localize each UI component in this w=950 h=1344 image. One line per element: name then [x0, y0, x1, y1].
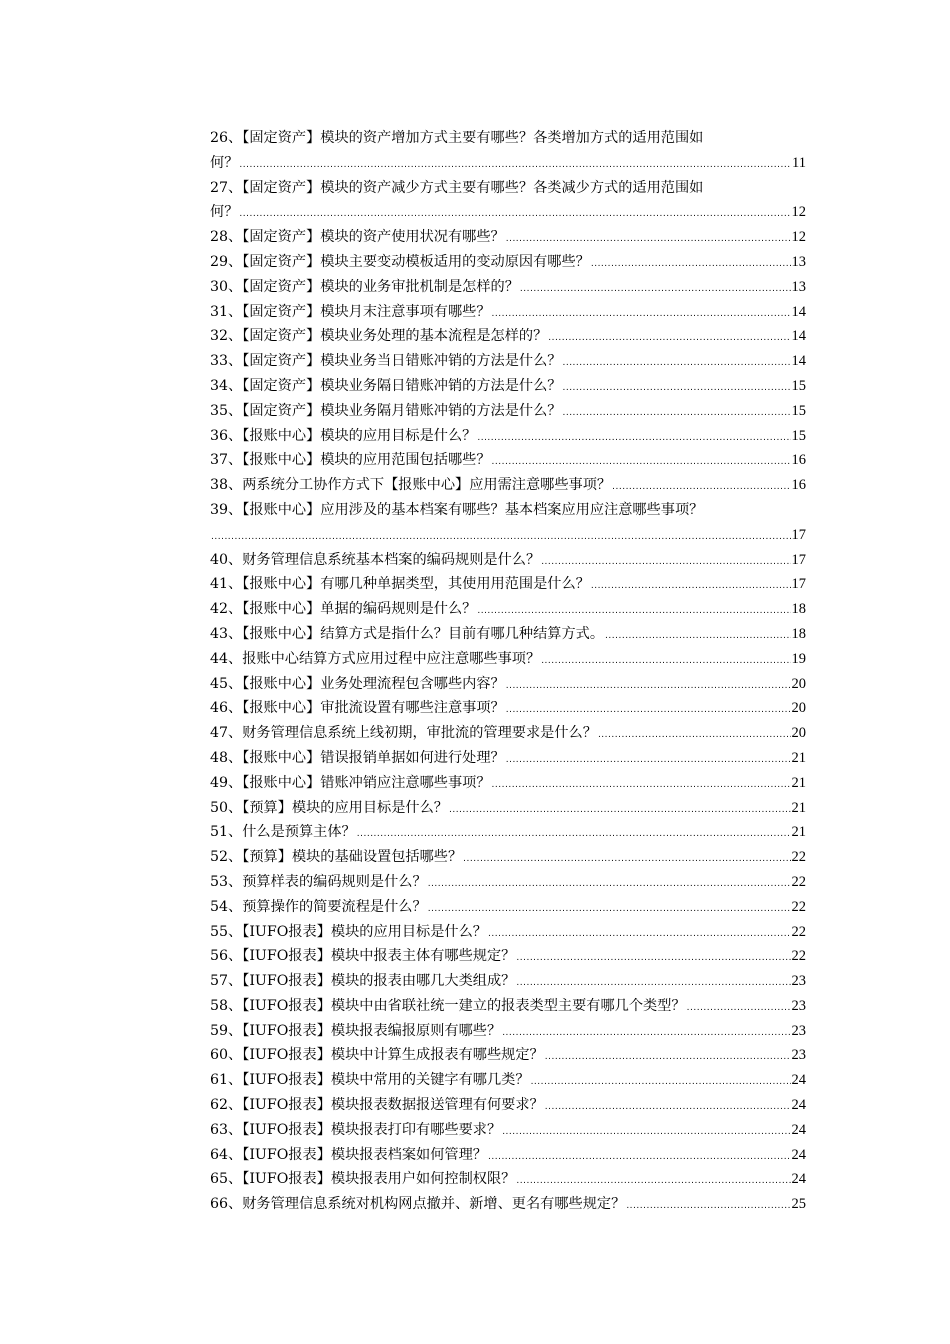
toc-entry-title: 62、【IUFO报表】模块报表数据报送管理有何要求？	[210, 1097, 544, 1114]
toc-entry[interactable]	[210, 870, 806, 895]
page-number: 12	[791, 204, 806, 221]
toc-line	[210, 796, 806, 821]
dot-leader	[562, 401, 790, 426]
page-number: 15	[791, 402, 806, 419]
toc-entry[interactable]	[210, 696, 806, 721]
page-number: 12	[791, 229, 806, 246]
toc-entry[interactable]	[210, 424, 806, 449]
toc-entry-title: 何？	[210, 204, 239, 221]
dot-leader	[687, 996, 791, 1021]
dot-leader	[531, 1070, 791, 1095]
toc-line	[210, 300, 806, 325]
toc-line	[210, 920, 806, 945]
page-number: 16	[791, 452, 806, 469]
toc-entry[interactable]	[210, 1019, 806, 1044]
toc-entry-title: 47、财务管理信息系统上线初期，审批流的管理要求是什么？	[210, 725, 597, 742]
dot-leader	[562, 376, 790, 401]
toc-entry-title: 36、【报账中心】模块的应用目标是什么？	[210, 427, 477, 444]
page-number: 14	[791, 353, 806, 370]
toc-line	[210, 1043, 806, 1068]
toc-line	[210, 374, 806, 399]
toc-entry-title: 63、【IUFO报表】模块报表打印有哪些要求？	[210, 1121, 502, 1138]
dot-leader	[428, 872, 791, 897]
dot-leader	[502, 1021, 790, 1046]
dot-leader	[492, 773, 791, 798]
toc-line	[210, 250, 806, 275]
page-number: 20	[791, 675, 806, 692]
toc-entry-title: 34、【固定资产】模块业务隔日错账冲销的方法是什么？	[210, 377, 562, 394]
toc-entry-title: 29、【固定资产】模块主要变动模板适用的变动原因有哪些？	[210, 253, 590, 270]
toc-entry[interactable]	[210, 597, 806, 622]
page-number: 21	[791, 774, 806, 791]
toc-entry-title: 27、【固定资产】模块的资产减少方式主要有哪些？各类减少方式的适用范围如	[210, 179, 704, 196]
toc-line	[210, 771, 806, 796]
toc-entry[interactable]	[210, 250, 806, 275]
page-number: 14	[791, 303, 806, 320]
dot-leader	[477, 599, 790, 624]
toc-entry-title: 26、【固定资产】模块的资产增加方式主要有哪些？各类增加方式的适用范围如	[210, 130, 704, 146]
toc-entry-title: 54、预算操作的简要流程是什么？	[210, 898, 427, 915]
toc-entry-title: 43、【报账中心】结算方式是指什么？目前有哪几种结算方式。	[210, 625, 605, 642]
toc-line	[210, 1019, 806, 1044]
toc-line	[210, 200, 806, 225]
toc-entry-title: 33、【固定资产】模块业务当日错账冲销的方法是什么？	[210, 353, 562, 370]
dot-leader	[591, 252, 791, 277]
page-number: 25	[791, 1196, 806, 1213]
page-number: 23	[791, 997, 806, 1014]
page-number: 11	[792, 154, 806, 171]
toc-line	[210, 721, 806, 746]
toc-entry[interactable]	[210, 944, 806, 969]
dot-leader	[449, 798, 791, 823]
page-number: 20	[791, 700, 806, 717]
dot-leader	[502, 1120, 790, 1145]
page-number: 21	[791, 749, 806, 766]
toc-entry[interactable]	[210, 448, 806, 473]
page-number: 17	[791, 526, 806, 543]
dot-leader	[488, 922, 791, 947]
toc-line	[210, 1068, 806, 1093]
toc-entry[interactable]	[210, 820, 806, 845]
toc-entry-title: 51、什么是预算主体？	[210, 824, 356, 841]
toc-entry[interactable]	[210, 622, 806, 647]
toc-line	[210, 969, 806, 994]
toc-line	[210, 448, 806, 473]
dot-leader	[545, 1045, 791, 1070]
page-number: 20	[791, 725, 806, 742]
page-number: 14	[791, 328, 806, 345]
toc-line	[210, 746, 806, 771]
toc-entry[interactable]	[210, 1143, 806, 1168]
toc-line	[210, 349, 806, 374]
dot-leader	[239, 202, 790, 227]
toc-line	[210, 1143, 806, 1168]
page-number: 22	[791, 948, 806, 965]
toc-entry-title: 何？	[210, 154, 239, 171]
toc-entry-title: 55、【IUFO报表】模块的应用目标是什么？	[210, 923, 487, 940]
toc-entry[interactable]	[210, 473, 806, 498]
page-number: 22	[791, 849, 806, 866]
dot-leader	[545, 1095, 791, 1120]
toc-line	[210, 944, 806, 969]
toc-entry[interactable]	[210, 349, 806, 374]
dot-leader	[562, 351, 790, 376]
toc-entry-title: 53、预算样表的编码规则是什么？	[210, 873, 427, 890]
page-number: 22	[791, 898, 806, 915]
toc-entry-title: 35、【固定资产】模块业务隔月错账冲销的方法是什么？	[210, 402, 562, 419]
toc-entry-title: 45、【报账中心】业务处理流程包含哪些内容？	[210, 675, 505, 692]
toc-entry-title: 50、【预算】模块的应用目标是什么？	[210, 799, 448, 816]
dot-leader	[492, 302, 791, 327]
toc-line	[210, 548, 806, 573]
toc-entry-title: 42、【报账中心】单据的编码规则是什么？	[210, 601, 477, 618]
page-number: 16	[791, 477, 806, 494]
dot-leader	[477, 426, 790, 451]
toc-entry-title: 31、【固定资产】模块月末注意事项有哪些？	[210, 303, 491, 320]
dot-leader	[488, 1145, 791, 1170]
toc-entry-title: 32、【固定资产】模块业务处理的基本流程是怎样的？	[210, 328, 548, 345]
dot-leader	[492, 450, 791, 475]
toc-entry-title: 40、财务管理信息系统基本档案的编码规则是什么？	[210, 551, 541, 568]
toc-line	[210, 572, 806, 597]
toc-entry[interactable]	[210, 994, 806, 1019]
dot-leader	[506, 227, 791, 252]
page-number: 21	[791, 799, 806, 816]
toc-line	[210, 1192, 806, 1217]
dot-leader	[463, 847, 790, 872]
toc-entry[interactable]	[210, 920, 806, 945]
toc-entry-title: 38、两系统分工协作方式下【报账中心】应用需注意哪些事项？	[210, 477, 612, 494]
toc-line	[210, 1167, 806, 1192]
dot-leader	[541, 550, 790, 575]
toc-entry-title: 39、【报账中心】应用涉及的基本档案有哪些？基本档案应用应注意哪些事项？	[210, 501, 704, 518]
toc-entry-title: 46、【报账中心】审批流设置有哪些注意事项？	[210, 700, 505, 717]
dot-leader	[612, 475, 790, 500]
toc-entry[interactable]	[210, 399, 806, 424]
toc-line	[210, 845, 806, 870]
toc-line	[210, 1093, 806, 1118]
page-number: 13	[791, 278, 806, 295]
toc-entry-title: 60、【IUFO报表】模块中计算生成报表有哪些规定？	[210, 1047, 544, 1064]
toc-entry[interactable]	[210, 647, 806, 672]
page-number: 17	[791, 576, 806, 593]
toc-entry[interactable]	[210, 300, 806, 325]
toc-line	[210, 225, 806, 250]
page-number: 22	[791, 923, 806, 940]
toc-entry-title: 28、【固定资产】模块的资产使用状况有哪些？	[210, 229, 505, 246]
dot-leader	[428, 897, 791, 922]
toc-entry-title: 66、财务管理信息系统对机构网点撤并、新增、更名有哪些规定？	[210, 1196, 626, 1213]
toc-line	[210, 324, 806, 349]
toc-line	[210, 696, 806, 721]
toc-entry[interactable]	[210, 672, 806, 697]
dot-leader	[516, 946, 790, 971]
dot-leader	[548, 326, 790, 351]
toc-line	[210, 473, 806, 498]
dot-leader	[598, 723, 791, 748]
toc-entry[interactable]	[210, 498, 806, 548]
toc-entry-title: 56、【IUFO报表】模块中报表主体有哪些规定？	[210, 948, 516, 965]
toc-entry-title: 57、【IUFO报表】模块的报表由哪几大类组成？	[210, 973, 516, 990]
page-number: 23	[791, 1022, 806, 1039]
page-number: 21	[791, 824, 806, 841]
toc-line	[210, 1118, 806, 1143]
toc-line	[210, 820, 806, 845]
dot-leader	[541, 649, 790, 674]
toc-entry[interactable]	[210, 845, 806, 870]
page-number: 15	[791, 377, 806, 394]
page-number: 13	[791, 253, 806, 270]
table-of-contents	[210, 126, 806, 1217]
dot-leader	[591, 574, 791, 599]
toc-entry-title: 44、报账中心结算方式应用过程中应注意哪些事项？	[210, 650, 541, 667]
toc-entry-title: 59、【IUFO报表】模块报表编报原则有哪些？	[210, 1022, 502, 1039]
toc-entry-title: 30、【固定资产】模块的业务审批机制是怎样的？	[210, 278, 519, 295]
page-number: 23	[791, 973, 806, 990]
page-number: 24	[791, 1146, 806, 1163]
dot-leader	[520, 277, 791, 302]
page-number: 15	[791, 427, 806, 444]
dot-leader	[516, 1169, 790, 1194]
toc-entry[interactable]	[210, 126, 806, 176]
toc-line	[210, 523, 806, 548]
toc-line	[210, 151, 806, 176]
dot-leader	[357, 822, 791, 847]
toc-entry[interactable]	[210, 572, 806, 597]
page-number: 24	[791, 1121, 806, 1138]
page-number: 23	[791, 1047, 806, 1064]
toc-entry[interactable]	[210, 1192, 806, 1217]
page-number: 24	[791, 1072, 806, 1089]
toc-entry[interactable]	[210, 796, 806, 821]
toc-entry-title: 65、【IUFO报表】模块报表用户如何控制权限？	[210, 1171, 516, 1188]
toc-line	[210, 672, 806, 697]
toc-line	[210, 399, 806, 424]
toc-entry[interactable]	[210, 1093, 806, 1118]
toc-entry-title: 64、【IUFO报表】模块报表档案如何管理？	[210, 1146, 487, 1163]
page-number: 24	[791, 1171, 806, 1188]
dot-leader	[211, 525, 791, 550]
toc-entry-title: 48、【报账中心】错误报销单据如何进行处理？	[210, 749, 505, 766]
toc-entry-title: 61、【IUFO报表】模块中常用的关键字有哪几类？	[210, 1072, 530, 1089]
page-number: 17	[791, 551, 806, 568]
toc-line	[210, 647, 806, 672]
toc-entry[interactable]	[210, 1043, 806, 1068]
toc-entry[interactable]	[210, 275, 806, 300]
toc-line	[210, 994, 806, 1019]
toc-entry[interactable]	[210, 548, 806, 573]
toc-entry[interactable]	[210, 1068, 806, 1093]
dot-leader	[239, 153, 791, 178]
toc-entry[interactable]	[210, 324, 806, 349]
page-number: 18	[791, 601, 806, 618]
toc-entry-title: 49、【报账中心】错账冲销应注意哪些事项？	[210, 774, 491, 791]
page-number: 18	[791, 625, 806, 642]
toc-entry[interactable]	[210, 176, 806, 226]
toc-entry[interactable]	[210, 374, 806, 399]
toc-entry[interactable]	[210, 746, 806, 771]
toc-line	[210, 622, 806, 647]
toc-line	[210, 870, 806, 895]
toc-line	[210, 895, 806, 920]
toc-line	[210, 424, 806, 449]
toc-entry[interactable]	[210, 721, 806, 746]
toc-entry[interactable]	[210, 969, 806, 994]
toc-entry[interactable]	[210, 1167, 806, 1192]
toc-line	[210, 275, 806, 300]
toc-entry-title: 41、【报账中心】有哪几种单据类型，其使用用范围是什么？	[210, 576, 590, 593]
page-number: 24	[791, 1097, 806, 1114]
dot-leader	[506, 748, 791, 773]
dot-leader	[626, 1194, 790, 1219]
toc-entry[interactable]	[210, 895, 806, 920]
toc-entry[interactable]	[210, 771, 806, 796]
toc-entry[interactable]	[210, 1118, 806, 1143]
dot-leader	[506, 674, 791, 699]
page-number: 19	[791, 650, 806, 667]
toc-entry-title: 58、【IUFO报表】模块中由省联社统一建立的报表类型主要有哪几个类型？	[210, 997, 686, 1014]
dot-leader	[506, 698, 791, 723]
page-number: 22	[791, 873, 806, 890]
dot-leader	[516, 971, 790, 996]
toc-entry-title: 37、【报账中心】模块的应用范围包括哪些？	[210, 452, 491, 469]
dot-leader	[605, 624, 790, 649]
toc-entry-title: 52、【预算】模块的基础设置包括哪些？	[210, 849, 463, 866]
toc-entry[interactable]	[210, 225, 806, 250]
toc-line	[210, 597, 806, 622]
